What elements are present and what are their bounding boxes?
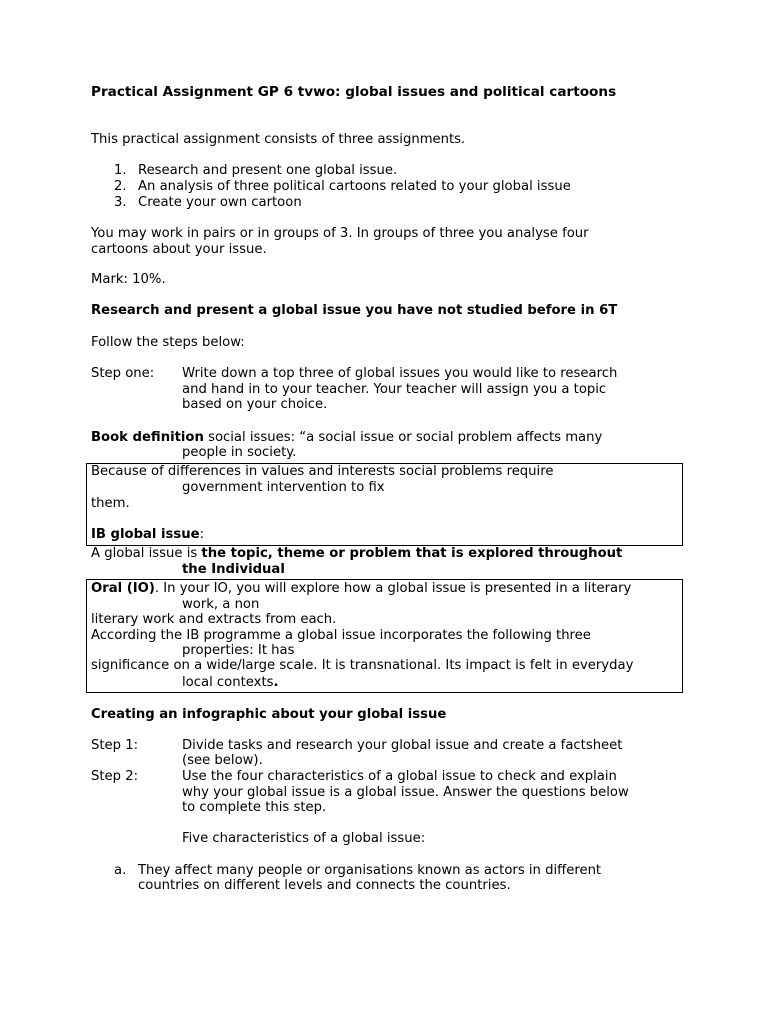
global-issue-bold: the topic, theme or problem that is explored throughout [201,546,623,561]
box-text-line: them. [91,496,130,511]
io-period: . [273,675,279,690]
ib-global-issue-label [91,527,204,543]
book-definition-label: Book definition [91,430,204,445]
list-item-line: They affect many people or organisations known as actors in different [138,863,602,878]
list-number: 3. [114,195,127,210]
intro-text: This practical assignment consists of three assignments. [91,132,466,147]
io-line [91,581,631,597]
list-item: Create your own cartoon [138,195,302,210]
book-definition [91,430,602,446]
groups-text-line: You may work in pairs or in groups of 3. In groups of three you analyse four [91,226,589,241]
page-title: Practical Assignment GP 6 tvwo: global issues and political cartoons [91,84,617,100]
list-item-line: countries on different levels and connects the countries. [138,878,511,893]
io-text: local contexts [182,675,274,690]
io-line: According the IB programme a global issue incorporates the following three [91,628,591,643]
ib-global-issue-colon: : [199,527,205,542]
list-letter: a. [114,863,127,878]
global-issue-cont: the Individual [182,562,285,577]
ib-global-issue-bold: IB global issue [91,527,200,542]
list-item: An analysis of three political cartoons related to your global issue [138,179,571,194]
step-text-line: why your global issue is a global issue. Answer the questions below [182,785,629,800]
global-issue-plain: A global issue is [91,546,202,561]
list-item: Research and present one global issue. [138,163,398,178]
mark-text: Mark: 10%. [91,272,166,287]
io-line: literary work and extracts from each. [91,612,337,627]
io-line: properties: It has [182,643,295,658]
list-number: 2. [114,179,127,194]
io-text: . In your IO, you will explore how a global issue is presented in a literary [154,581,632,596]
step-text-line: Write down a top three of global issues you would like to research [182,366,618,381]
book-definition-cont: people in society. [182,445,297,460]
io-line: significance on a wide/large scale. It is transnational. Its impact is felt in everyday [91,658,634,673]
step-label: Step 1: [91,738,139,753]
step-label: Step one: [91,366,155,381]
io-bold: Oral (IO) [91,581,155,596]
step-label: Step 2: [91,769,139,784]
box-text-line: government intervention to fix [182,480,385,495]
research-heading: Research and present a global issue you have not studied before in 6T [91,303,618,318]
five-characteristics-text: Five characteristics of a global issue: [182,831,426,846]
step-text-line: based on your choice. [182,397,328,412]
step-text-line: Use the four characteristics of a global issue to check and explain [182,769,617,784]
step-text-line: to complete this step. [182,800,327,815]
groups-text-line: cartoons about your issue. [91,242,267,257]
io-line-last [182,675,279,691]
global-issue-definition [91,546,622,562]
box-text-line: Because of differences in values and interests social problems require [91,464,554,479]
io-line: work, a non [182,597,260,612]
step-text-line: (see below). [182,753,263,768]
book-definition-text: social issues: “a social issue or social problem affects many [203,430,603,445]
follow-text: Follow the steps below: [91,335,245,350]
list-number: 1. [114,163,127,178]
infographic-heading: Creating an infographic about your global issue [91,707,447,722]
step-text-line: Divide tasks and research your global issue and create a factsheet [182,738,623,753]
step-text-line: and hand in to your teacher. Your teacher will assign you a topic [182,382,607,397]
